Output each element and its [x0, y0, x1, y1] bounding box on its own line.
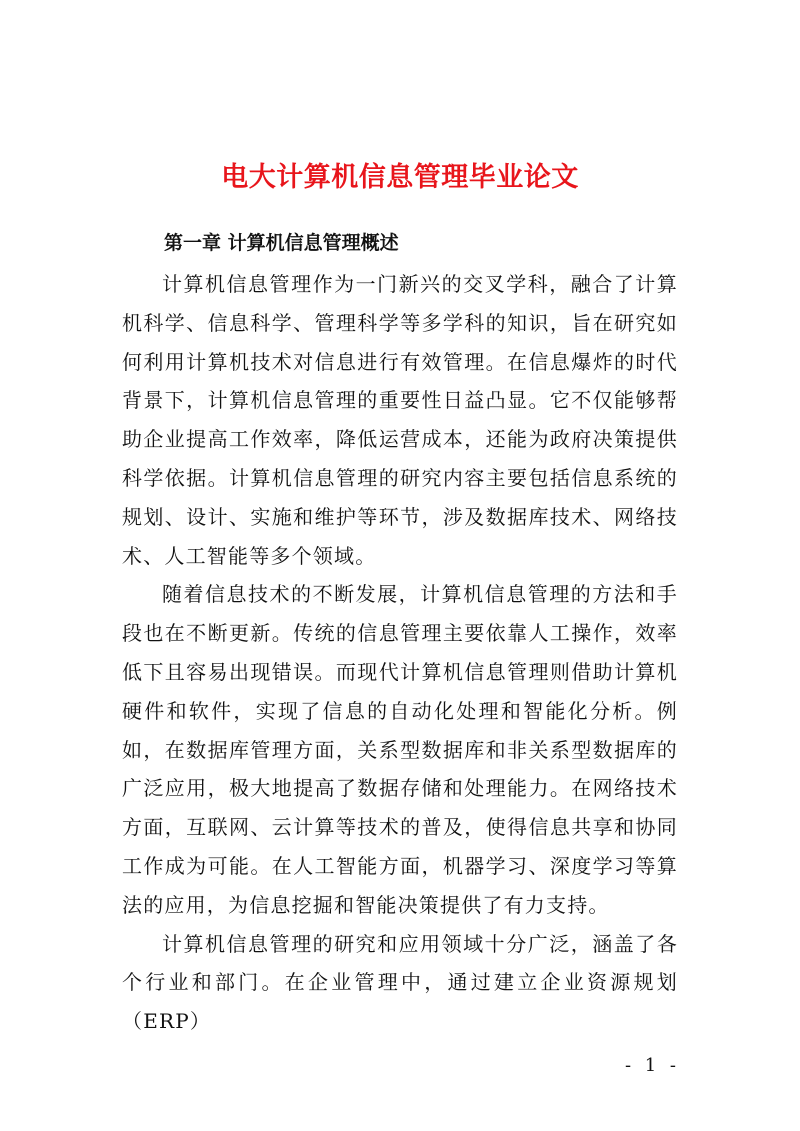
paragraph-1: 计算机信息管理作为一门新兴的交叉学科，融合了计算机科学、信息科学、管理科学等多学科的知识，旨在研究如何利用计算机技术对信息进行有效管理。在信息爆炸的时代背景下，计算机信息管理的重要性日益凸显。它不仅能够帮助企业提高工作效率，降低运营成本，还能为政府决策提供科学依据。计算机信息管理的研究内容主要包括信息系统的规划、设计、实施和维护等环节，涉及数据库技术、网络技术、人工智能等多个领域。 [122, 272, 678, 568]
paragraph-3: 计算机信息管理的研究和应用领域十分广泛，涵盖了各个行业和部门。在企业管理中，通过建立企业资源规划（ERP） [122, 931, 678, 1034]
page-title: 电大计算机信息管理毕业论文 [221, 162, 579, 194]
paragraph-2: 随着信息技术的不断发展，计算机信息管理的方法和手段也在不断更新。传统的信息管理主要依靠人工操作，效率低下且容易出现错误。而现代计算机信息管理则借助计算机硬件和软件，实现了信息的自动化处理和智能化分析。例如，在数据库管理方面，关系型数据库和非关系型数据库的广泛应用，极大地提高了数据存储和处理能力。在网络技术方面，互联网、云计算等技术的普及，使得信息共享和协同工作成为可能。在人工智能方面，机器学习、深度学习等算法的应用，为信息挖掘和智能决策提供了有力支持。 [122, 582, 678, 917]
chapter-heading: 第一章 计算机信息管理概述 [164, 232, 399, 254]
body-text [122, 265, 678, 1041]
page-number: - 1 - [624, 1055, 680, 1076]
